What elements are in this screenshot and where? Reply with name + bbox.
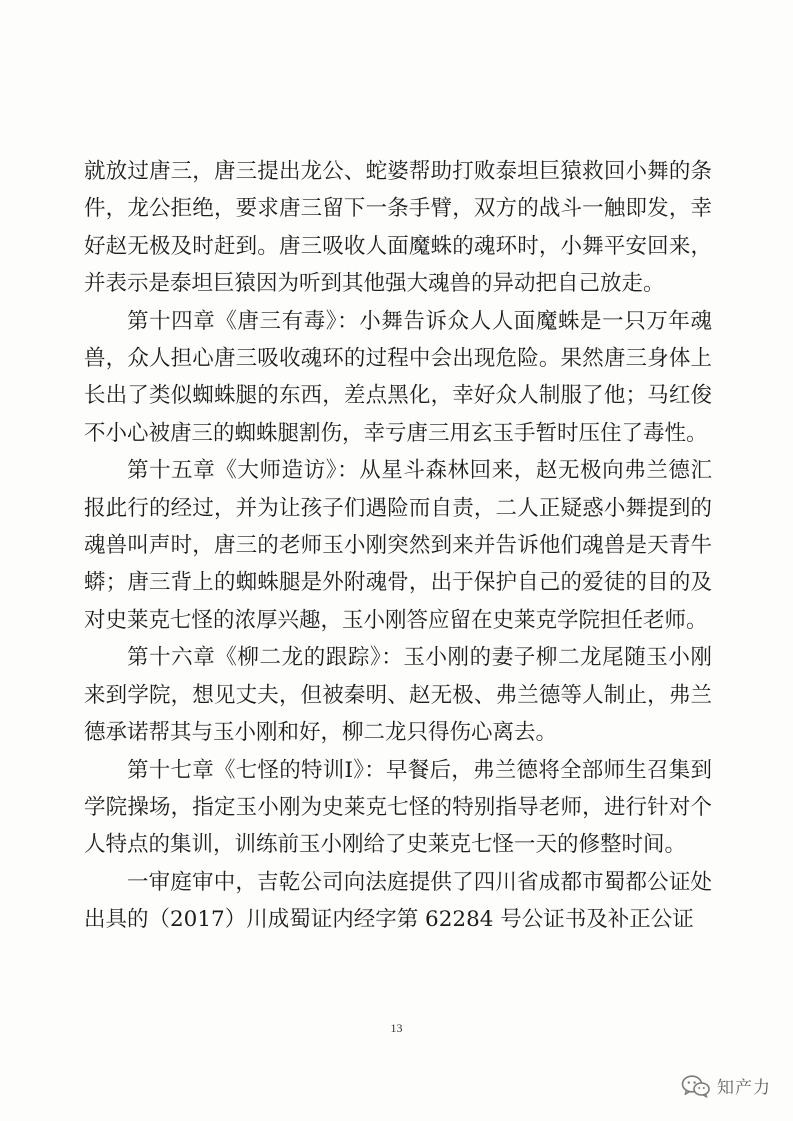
document-body [84,153,712,939]
paragraph-chapter-15: 第十五章《大师造访》：从星斗森林回来，赵无极向弗兰德汇报此行的经过，并为让孩子们遇险而自责，二人正疑惑小舞提到的魂兽叫声时，唐三的老师玉小刚突然到来并告诉他们魂兽是天青牛蟒；唐三背上的蜘蛛腿是外附魂骨，出于保护自己的爱徒的目的及对史莱克七怪的浓厚兴趣，玉小刚答应留在史莱克学院担任老师。 [84,458,712,633]
paragraph-first-instance-trial: 一审庭审中，吉乾公司向法庭提供了四川省成都市蜀都公证处出具的（2017）川成蜀证内经字第 62284 号公证书及补正公证 [84,869,712,933]
watermark [681,1073,771,1098]
watermark-label: 知产力 [717,1078,771,1098]
paragraph-chapter-14: 第十四章《唐三有毒》：小舞告诉众人人面魔蛛是一只万年魂兽，众人担心唐三吸收魂环的过程中会出现危险。果然唐三身体上长出了类似蜘蛛腿的东西，差点黑化，幸好众人制服了他；马红俊不小心被唐三的蜘蛛腿割伤，幸亏唐三用玄玉手暂时压住了毒性。 [84,308,712,446]
paragraph-continuation: 就放过唐三，唐三提出龙公、蛇婆帮助打败泰坦巨猿救回小舞的条件，龙公拒绝，要求唐三留下一条手臂，双方的战斗一触即发，幸好赵无极及时赶到。唐三吸收人面魔蛛的魂环时，小舞平安回来，并表示是泰坦巨猿因为听到其他强大魂兽的异动把自己放走。 [84,159,712,297]
paragraph-chapter-16: 第十六章《柳二龙的跟踪》：玉小刚的妻子柳二龙尾随玉小刚来到学院，想见丈夫，但被秦明、赵无极、弗兰德等人制止，弗兰德承诺帮其与玉小刚和好，柳二龙只得伤心离去。 [84,645,712,746]
wechat-icon [681,1074,711,1098]
page-number: 13 [390,1021,403,1035]
paragraph-chapter-17: 第十七章《七怪的特训Ⅰ》：早餐后，弗兰德将全部师生召集到学院操场，指定玉小刚为史莱克七怪的特别指导老师，进行针对个人特点的集训，训练前玉小刚给了史莱克七怪一天的修整时间。 [84,757,712,858]
